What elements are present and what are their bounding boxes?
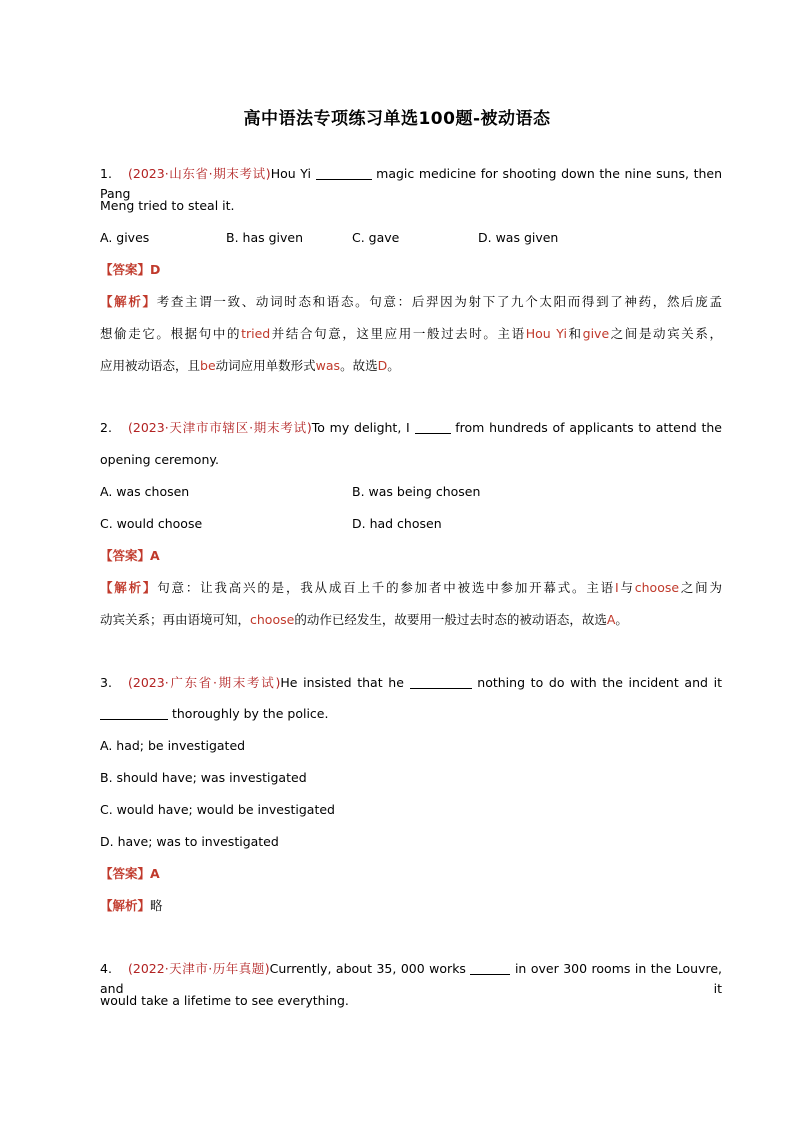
- answer-blank: [316, 167, 372, 180]
- analysis-text: 之间为: [679, 580, 722, 595]
- option-d: D. was given: [478, 230, 559, 245]
- answer-blank: [470, 962, 510, 975]
- option-a: A. was chosen: [100, 484, 190, 499]
- option-c: C. would choose: [100, 516, 203, 531]
- stem-text: nothing to do with the incident and it: [477, 675, 722, 690]
- question-4-stem-line-2: would take a lifetime to see everything.: [100, 993, 349, 1008]
- stem-text: in over 300 rooms in the Louvre, and it: [100, 961, 723, 996]
- option-a: A. had; be investigated: [100, 738, 246, 753]
- answer-value: D: [150, 262, 161, 277]
- analysis-text: 。: [387, 358, 400, 373]
- page-title: 高中语法专项练习单选100题-被动语态: [243, 109, 551, 129]
- stem-text: magic medicine for shooting down the nine suns, then Pang: [100, 166, 723, 201]
- option-d: D. had chosen: [352, 516, 442, 531]
- question-3-stem-line-1: [100, 673, 722, 693]
- option-c: C. would have; would be investigated: [100, 802, 335, 817]
- answer-blank: [410, 676, 472, 689]
- question-source: (2023·山东省·期末考试): [128, 166, 271, 181]
- analysis-line-1: [100, 896, 722, 916]
- keyword: give: [582, 326, 610, 341]
- keyword: choose: [634, 580, 680, 595]
- analysis-label: 【解析】: [100, 898, 151, 913]
- answer-value: A: [150, 866, 160, 881]
- stem-text: from hundreds of applicants to attend the: [455, 420, 722, 435]
- analysis-text: 略: [150, 898, 163, 913]
- keyword: Hou Yi: [525, 326, 567, 341]
- analysis-text: 。: [615, 612, 628, 627]
- answer-blank: [100, 707, 168, 720]
- option-a: A. gives: [100, 230, 150, 245]
- option-b: B. was being chosen: [352, 484, 481, 499]
- analysis-label: 【解析】: [100, 580, 158, 595]
- stem-text: He insisted that he: [280, 675, 404, 690]
- answer-value: A: [150, 548, 160, 563]
- keyword: be: [200, 358, 216, 373]
- analysis-text: 想偷走它。根据句中的: [100, 326, 242, 341]
- stem-text: To my delight, I: [311, 420, 410, 435]
- analysis-text: 的动作已经发生，故要用一般过去时态的被动语态，故选: [294, 612, 607, 627]
- question-number: 4.: [100, 961, 112, 976]
- analysis-text: 动词应用单数形式: [215, 358, 316, 373]
- question-2-stem-line-2: opening ceremony.: [100, 452, 219, 467]
- question-number: 3.: [100, 675, 112, 690]
- analysis-label: 【解析】: [100, 294, 157, 309]
- keyword: choose: [250, 612, 295, 627]
- question-number: 1.: [100, 166, 112, 181]
- keyword: A: [606, 612, 616, 627]
- analysis-text: 。故选: [340, 358, 378, 373]
- stem-text: thoroughly by the police.: [171, 706, 329, 721]
- answer-line: [100, 260, 722, 280]
- stem-text: Hou Yi: [270, 166, 311, 181]
- analysis-text: 考查主谓一致、动词时态和语态。句意：后羿因为射下了九个太阳而得到了神药，然后庞孟: [156, 294, 722, 309]
- analysis-text: 并结合句意，这里应用一般过去时。主语: [270, 326, 526, 341]
- analysis-text: 和: [566, 326, 583, 341]
- question-source: (2023·天津市市辖区·期末考试): [128, 420, 312, 435]
- analysis-line-1: [100, 292, 722, 312]
- analysis-line-1: [100, 578, 722, 598]
- analysis-text: 应用被动语态，且: [100, 358, 201, 373]
- analysis-text: 句意：让我高兴的是，我从成百上千的参加者中被选中参加开幕式。主语: [157, 580, 615, 595]
- analysis-line-2: [100, 324, 722, 344]
- keyword: D: [377, 358, 388, 373]
- question-1-stem-line-2: Meng tried to steal it.: [100, 198, 235, 213]
- question-2-stem-line-1: [100, 418, 722, 438]
- keyword: I: [614, 580, 619, 595]
- stem-text: Currently, about 35, 000 works: [269, 961, 466, 976]
- answer-label: 【答案】: [100, 866, 151, 881]
- analysis-text: 与: [618, 580, 635, 595]
- answer-blank: [415, 421, 451, 434]
- analysis-text: 动宾关系；再由语境可知，: [100, 612, 251, 627]
- question-source: (2023·广东省·期末考试): [128, 675, 281, 690]
- analysis-line-2: [100, 610, 722, 630]
- answer-line: [100, 864, 722, 884]
- option-b: B. has given: [226, 230, 304, 245]
- keyword: was: [315, 358, 341, 373]
- answer-label: 【答案】: [100, 262, 151, 277]
- option-d: D. have; was to investigated: [100, 834, 279, 849]
- question-source: (2022·天津市·历年真题): [128, 961, 270, 976]
- analysis-line-3: [100, 356, 722, 376]
- analysis-text: 之间是动宾关系，: [609, 326, 722, 341]
- answer-line: [100, 546, 722, 566]
- keyword: tried: [241, 326, 271, 341]
- question-number: 2.: [100, 420, 112, 435]
- answer-label: 【答案】: [100, 548, 151, 563]
- question-3-stem-line-2: [100, 704, 722, 724]
- option-c: C. gave: [352, 230, 400, 245]
- option-b: B. should have; was investigated: [100, 770, 307, 785]
